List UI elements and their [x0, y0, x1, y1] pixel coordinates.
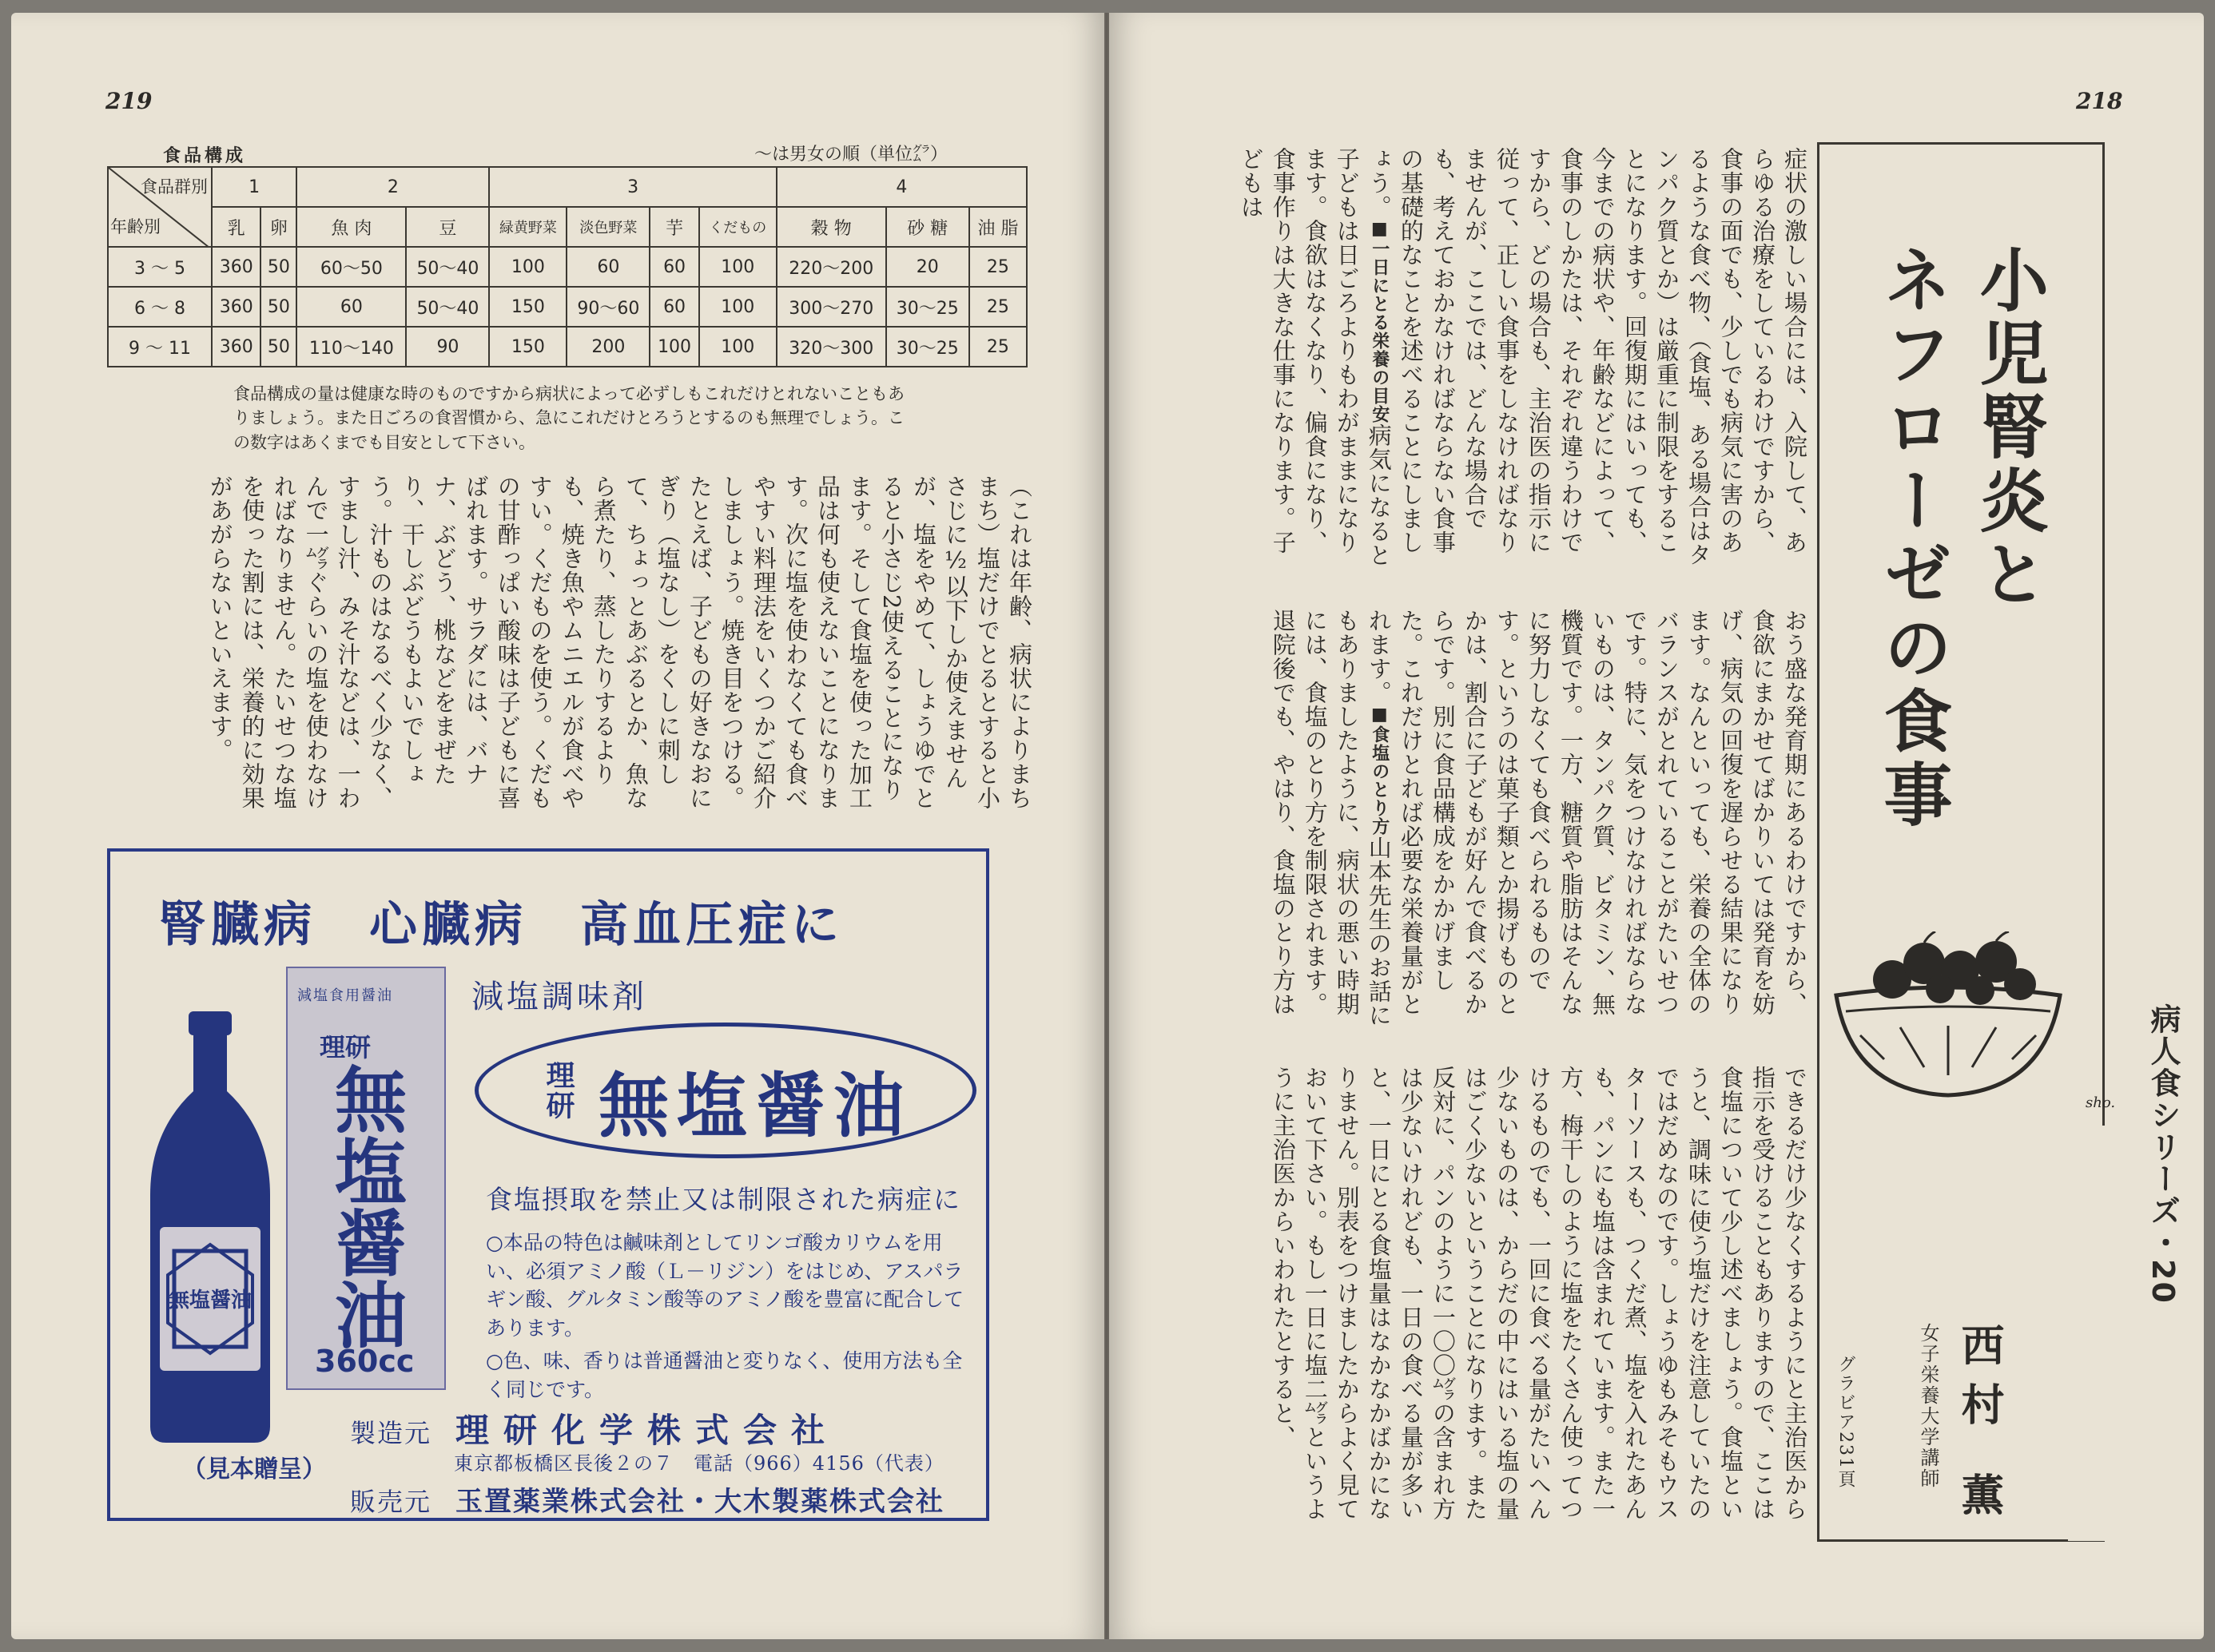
ad-description: [486, 1229, 975, 1408]
ad-headline: 腎臓病 心臓病 高血圧症に: [158, 897, 844, 953]
sample-note: （見本贈呈）: [182, 1455, 326, 1483]
table-row: [108, 327, 1027, 367]
ad-restriction-text: 食塩摂取を禁止又は制限された病症に: [486, 1184, 961, 1215]
column-header: 穀 物: [777, 207, 886, 247]
value-cell: 50: [260, 247, 296, 287]
seller-row: [350, 1479, 944, 1519]
left-text-lower: つかご紹介しましょう。焼き目をつける。たとえば、子どもの好きなおにぎり（塩なし）をくしに刺して、ちょっとあぶるとか、魚なら煮たり、蒸したりするよりも、焼き魚やムニエルが食べやすい。くだものを使う。くだもの甘酢っぱい酸味は子どもに喜ばれます。サラダには、バナナ、ぶどう、桃などをまぜたり、干しぶどうもよいでしょう。汁ものはなるべく少なく、すまし汁、みそ汁などは、一わんで一㌘ぐらいの塩を使わなければなりません。たいせつな塩を使った割には、栄養的に効果があがらないといえます。: [206, 475, 777, 810]
value-cell: 60: [650, 287, 698, 327]
column-header: 卵: [260, 207, 296, 247]
title-line-1: 小児腎炎と: [1967, 244, 2049, 612]
table-row: [108, 247, 1027, 287]
page-number-right: 218: [2076, 88, 2123, 114]
fruit-bowl-illustration: [1828, 931, 2068, 1107]
corner-label-group: 食品群別: [141, 177, 208, 197]
right-text-upper: [1189, 147, 1811, 572]
table-title: 食品構成: [163, 145, 247, 166]
value-cell: 50: [260, 327, 296, 367]
value-cell: 30〜25: [886, 327, 969, 367]
right-text-lower: できるだけ少なくするようにと主治医から指示を受けることもありますので、ここは食塩について少し述べましょう。食塩というと、調味に使う塩だけを注意していたのではだめなのです。しょうゆもみそもウスターソースも、つくだ煮、塩を入れたあんも、パンにも塩は含まれています。また一方、梅干しのように塩をたくさん使ってつけるものでも、一回に食べる量がたいへん少ないものは、からだの中にはいる塩の量はごく少ないということになります。また反対に、パンのように一〇〇㌘の含まれ方は少ないけれども、一日の食べる量が多いと、一日にとる食塩量はなかなかばかになりません。別表をつけましたからよく見ておいて下さい。もし一日に塩二㌘というように主治医からいわれたとすると、: [1269, 1066, 1808, 1521]
product-box-illustration: [286, 967, 446, 1390]
box-volume: 360cc: [315, 1344, 415, 1379]
author-title: 女子栄養大学講師: [1917, 1323, 1939, 1489]
heading-daily-nutrition: ■一日にとる栄養の目安: [1369, 219, 1390, 423]
seller-label: 販売元: [350, 1487, 432, 1517]
value-cell: 100: [650, 327, 698, 367]
group-header-1: 1: [212, 167, 296, 207]
heading-salt-intake: ■食塩のとり方: [1369, 705, 1390, 836]
value-cell: 360: [212, 247, 260, 287]
table-note: 食品構成の量は健康な時のものですから病状によって必ずしもこれだけとれないこともありましょう。また日ごろの食習慣から、急にこれだけとろうとするのも無理でしょう。この数字はあくまでも目安として下さい。: [233, 384, 905, 452]
series-label: 病人食シリーズ・20: [2145, 1003, 2181, 1305]
value-cell: 25: [969, 247, 1027, 287]
left-text-upper: （これは年齢、病状によりまちまち）塩だけでとるとすると小さじに½以下しか使えませんが、塩をやめて、しょうゆでとると小さじ2使えることになります。そして食塩を使った加工品は何も使えないことになります。次に塩を使わなくても食べやすい料理法をいく: [750, 475, 1033, 810]
title-line-2: ネフローゼの食事: [1871, 244, 1953, 832]
value-cell: 50〜40: [406, 287, 489, 327]
value-cell: 220〜200: [777, 247, 886, 287]
box-product-name: 無塩醤油: [322, 1062, 406, 1350]
group-header-4: 4: [777, 167, 1027, 207]
value-cell: 60: [650, 247, 698, 287]
ad-subtitle: 減塩調味剤: [471, 979, 647, 1015]
value-cell: 25: [969, 287, 1027, 327]
article-title: [1863, 244, 2056, 832]
logo-brand: 理研: [542, 1060, 575, 1121]
right-text-upper-1: 症状の激しい場合には、入院して、あらゆる治療をしているわけですから、食事の面でも、少しでも病気に害のあるような食べ物、（食塩、ある場合はタンパク質とか）は厳重に制限をすることになります。回復期にはいっても、今までの病状や、年齢などによって、食事のしかたは、それぞれ違うわけですから、どの場合も、主治医の指示に従って、正しい食事をしなければなりませんが、ここでは、どんな場合でも、考えておかなければならない食事の基礎的なことを述べることにしましょう。: [1365, 147, 1808, 567]
value-cell: 150: [489, 327, 567, 367]
maker-name: 理研化学株式会社: [455, 1411, 840, 1450]
left-page: [11, 13, 1104, 1639]
maker-row: [350, 1404, 839, 1452]
value-cell: 100: [699, 247, 777, 287]
age-cell: 9 〜 11: [108, 327, 212, 367]
value-cell: 20: [886, 247, 969, 287]
advertisement: [107, 848, 989, 1521]
column-header: 豆: [406, 207, 489, 247]
gravure-reference: グラビア231頁: [1835, 1355, 1855, 1489]
table-row: [108, 287, 1027, 327]
bottle-label: 無塩醤油: [168, 1289, 253, 1312]
product-logo-oval: [475, 1023, 976, 1158]
value-cell: 360: [212, 327, 260, 367]
column-header: 緑黄野菜: [489, 207, 567, 247]
right-text-middle: [1189, 609, 1811, 1029]
logo-product-name: 無塩醤油: [598, 1065, 913, 1147]
value-cell: 360: [212, 287, 260, 327]
box-brand: 理研: [320, 1032, 372, 1062]
value-cell: 320〜300: [777, 327, 886, 367]
value-cell: 110〜140: [296, 327, 406, 367]
bottle-illustration: [142, 1011, 278, 1443]
value-cell: 60〜50: [296, 247, 406, 287]
table-corner-cell: [108, 167, 212, 247]
value-cell: 50〜40: [406, 247, 489, 287]
page-number-left: 219: [105, 88, 153, 114]
value-cell: 90: [406, 327, 489, 367]
artist-signature: sho.: [2086, 1094, 2116, 1111]
ad-desc-2: ○色、味、香りは普通醤油と変りなく、使用方法も全く同じです。: [486, 1349, 963, 1401]
right-text-middle-2: 山本先生のお話にもありましたように、病状の悪い時期には、食塩のとり方を制限されます。退院後でも、やはり、食塩のとり方は: [1269, 609, 1393, 1027]
food-composition-table: [107, 166, 1028, 367]
value-cell: 90〜60: [567, 287, 650, 327]
seller-name: 玉置薬業株式会社・大木製薬株式会社: [455, 1486, 945, 1518]
author-name: 西村 薫: [1955, 1323, 2006, 1531]
group-header-3: 3: [489, 167, 776, 207]
value-cell: 200: [567, 327, 650, 367]
age-cell: 6 〜 8: [108, 287, 212, 327]
column-header: 淡色野菜: [567, 207, 650, 247]
column-header-row: [108, 207, 1027, 247]
value-cell: 60: [296, 287, 406, 327]
value-cell: 50: [260, 287, 296, 327]
corner-label-age: 年齢別: [110, 217, 161, 236]
right-text-upper-2: 病気になると子どもは日ごろよりもわがままになります。食欲はなくなり、偏食になり、食事作りは大きな仕事になります。子どもは: [1237, 147, 1393, 567]
value-cell: 300〜270: [777, 287, 886, 327]
maker-address: 東京都板橋区長後２の７ 電話（966）4156（代表）: [454, 1452, 944, 1475]
series-strip: [2068, 1126, 2105, 1541]
group-header-2: 2: [296, 167, 489, 207]
box-label: 減塩食用醤油: [297, 987, 393, 1004]
right-text-middle-1: おう盛な発育期にあるわけですから、食欲にまかせてばかりいては発育を妨げ、病気の回復を遅らせる結果になります。なんといっても、栄養の全体のバランスがとれていることがたいせつです。特に、気をつけなければならないものは、タンパク質、ビタミン、無機質です。一方、糖質や脂肪はそんなに努力しなくても食べられるものです。というのは菓子類とか揚げものとかは、割合に子どもが好んで食べるからです。別に食品構成をかかげました。これだけとれば必要な栄養量がとれます。: [1365, 609, 1808, 1016]
column-header: 油 脂: [969, 207, 1027, 247]
left-body-text: [99, 475, 1036, 824]
age-cell: 3 〜 5: [108, 247, 212, 287]
value-cell: 60: [567, 247, 650, 287]
column-header: 乳: [212, 207, 260, 247]
value-cell: 25: [969, 327, 1027, 367]
ad-desc-1: ○本品の特色は鹹味剤としてリンゴ酸カリウムを用い、必須アミノ酸（Ｌ－リジン）をはじめ、アスパラギン酸、グルタミン酸等のアミノ酸を豊富に配合してあります。: [486, 1231, 964, 1340]
value-cell: 150: [489, 287, 567, 327]
value-cell: 100: [699, 287, 777, 327]
value-cell: 30〜25: [886, 287, 969, 327]
table-unit-note: 〜は男女の順（単位㌘）: [754, 145, 948, 165]
maker-label: 製造元: [350, 1418, 432, 1448]
value-cell: 100: [699, 327, 777, 367]
column-header: くだもの: [699, 207, 777, 247]
column-header: 砂 糖: [886, 207, 969, 247]
table-body: [108, 247, 1027, 367]
value-cell: 100: [489, 247, 567, 287]
column-header: 芋: [650, 207, 698, 247]
right-page: [1109, 13, 2204, 1639]
column-header: 魚 肉: [296, 207, 406, 247]
